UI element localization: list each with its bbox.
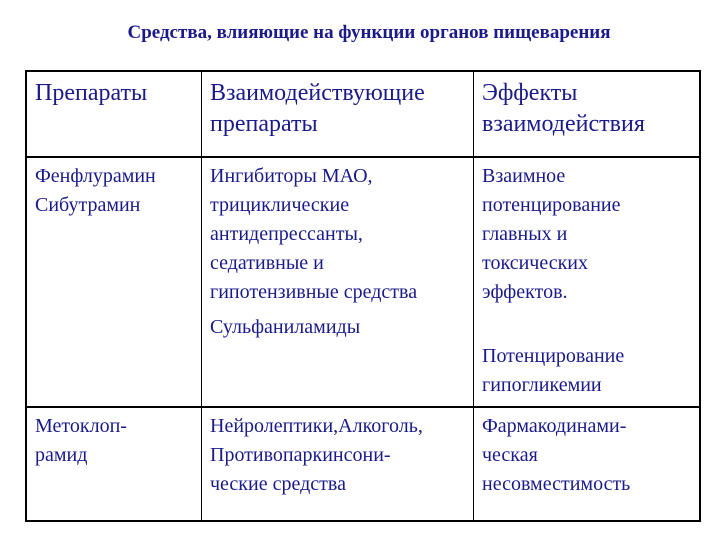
drug-name: рамид [35, 444, 88, 466]
table-header-row [27, 72, 699, 158]
slide-title: Средства, влияющие на функции органов пищеварения [127, 22, 611, 43]
effects-text: несовместимость [482, 473, 631, 495]
interacting-text: Нейролептики,Алкоголь, [210, 415, 423, 437]
effects-text: гипогликемии [482, 374, 602, 396]
interacting-text: гипотензивные средства [210, 281, 418, 303]
drug-name: Метоклоп- [35, 415, 127, 437]
drug-name: Фенфлурамин [35, 165, 156, 187]
effects-cell [474, 408, 701, 522]
interacting-text: антидепрессанты, [210, 223, 363, 245]
effects-cell [474, 158, 701, 406]
effects-text: потенцирование [482, 194, 621, 216]
drug-cell [27, 158, 202, 406]
table-row [27, 408, 699, 522]
interacting-text: трициклические [210, 194, 350, 216]
header-text: Эффекты [482, 80, 578, 106]
header-text: Препараты [35, 80, 148, 106]
effects-text: ческая [482, 444, 538, 466]
effects-text: Фармакодинами- [482, 415, 627, 437]
effects-text: эффектов. [482, 281, 568, 303]
interacting-text: Ингибиторы МАО, [210, 165, 373, 187]
effects-text: токсических [482, 252, 589, 274]
interacting-text: седативные и [210, 252, 324, 274]
effects-text: Потенцирование [482, 345, 625, 367]
header-text: препараты [210, 111, 318, 137]
header-cell-effects [474, 72, 701, 156]
interacting-cell [202, 408, 474, 522]
drug-name: Сибутрамин [35, 194, 141, 216]
interacting-text: ческие средства [210, 473, 346, 495]
header-cell-drugs [27, 72, 202, 156]
header-text: взаимодействия [482, 111, 645, 137]
effects-text: Взаимное [482, 165, 566, 187]
interaction-table [25, 70, 701, 522]
interacting-text: Противопаркинсони- [210, 444, 391, 466]
effects-text: главных и [482, 223, 568, 245]
drug-cell [27, 408, 202, 522]
interacting-cell [202, 158, 474, 406]
interacting-text: Сульфаниламиды [210, 316, 361, 338]
header-text: Взаимодействующие [210, 80, 425, 106]
table-row [27, 158, 699, 408]
header-cell-interacting [202, 72, 474, 156]
